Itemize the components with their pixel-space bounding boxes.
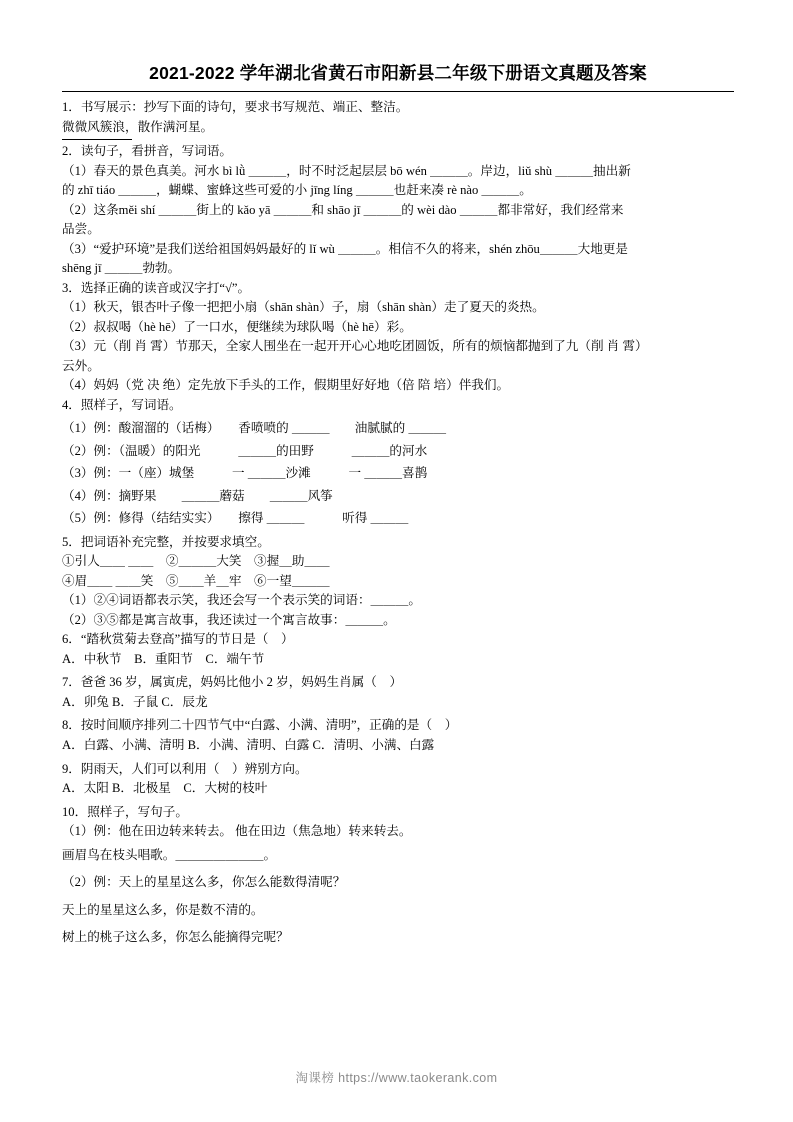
question-3-item-1: （1）秋天，银杏叶子像一把把小扇（shān shàn）子，扇（shān shàn）走了夏天的炎热。 [62,300,545,315]
question-7-options: A．卯兔 B．子鼠 C．辰龙 [62,694,208,709]
question-3-heading: 3．选择正确的读音或汉字打“√”。 [62,280,251,295]
question-10-heading: 10．照样子，写句子。 [62,804,188,819]
page-title: 2021-2022 学年湖北省黄石市阳新县二年级下册语文真题及答案 [62,60,734,92]
question-2-item-3a: （3）“爱护环境”是我们送给祖国妈妈最好的 lǐ wù ＿＿＿。相信不久的将来，shén zhōu＿＿＿大地更是 [62,241,628,256]
question-2-item-1b: 的 zhī tiáo ＿＿＿，蝴蝶、蜜蜂这些可爱的小 jīng líng ＿＿＿也赶来凑 rè nào ＿＿＿。 [62,183,532,198]
question-9-options: A．太阳 B．北极星 C．大树的枝叶 [62,781,268,796]
document-body [62,98,734,948]
question-2-heading: 2．读句子，看拼音，写词语。 [62,144,233,159]
question-2-item-2b: 品尝。 [62,222,100,237]
question-4-item-4: （4）例：摘野果 ＿＿＿蘑菇 ＿＿＿风筝 [62,488,333,503]
question-6-options: A．中秋节 B．重阳节 C．端午节 [62,651,265,666]
question-5-idioms-row-1: ①引人＿＿ ＿＿ ②＿＿＿大笑 ③握＿助＿＿ [62,554,330,569]
question-6-heading: 6．“踏秋赏菊去登高”描写的节日是（ ） [62,632,294,647]
question-10-item-2-answer: 天上的星星这么多，你是数不清的。 [62,902,264,917]
question-8-heading: 8．按时间顺序排列二十四节气中“白露、小满、清明”，正确的是（ ） [62,718,458,733]
question-4-item-2: （2）例：（温暖）的阳光 ＿＿＿的田野 ＿＿＿的河水 [62,443,428,458]
document-content [62,60,734,948]
question-2-item-3b: shēng jī ＿＿＿勃勃。 [62,261,181,276]
question-5-idioms-row-2: ④眉＿＿ ＿＿笑 ⑤＿＿羊＿牢 ⑥一望＿＿＿ [62,573,330,588]
question-10-item-2-blank: 树上的桃子这么多，你怎么能摘得完呢？ [62,930,289,945]
question-3-item-3b: 云外。 [62,358,100,373]
question-2-item-1a: （1）春天的景色真美。河水 bì lǜ ＿＿＿，时不时泛起层层 bō wén ＿＿＿。岸边，liǔ shù ＿＿＿抽出新 [62,163,631,178]
question-3-item-2: （2）叔叔喝（hè hē）了一口水，便继续为球队喝（hè hē）彩。 [62,319,412,334]
question-10-item-1-blank: 画眉鸟在枝头唱歌。＿＿＿＿＿＿＿。 [62,847,277,862]
question-9-heading: 9．阴雨天，人们可以利用（ ）辨别方向。 [62,761,308,776]
answer-rule-line [62,139,132,140]
question-3-item-3a: （3）元（削 肖 霄）节那天，全家人围坐在一起开开心心地吃团圆饭，所有的烦恼都抛到了九（削 肖 霄） [62,339,648,354]
question-5-item-2: （2）③⑤都是寓言故事，我还读过一个寓言故事：＿＿＿。 [62,612,396,627]
question-4-heading: 4．照样子，写词语。 [62,397,182,412]
watermark-footer: 淘课榜 https://www.taokerank.com [295,1071,498,1085]
question-10-item-1-example: （1）例：他在田边转来转去。 他在田边（焦急地）转来转去。 [62,824,412,839]
question-2-item-2a: （2）这条měi shí ＿＿＿街上的 kǎo yā ＿＿＿和 shāo jī ＿＿＿的 wèi dào ＿＿＿都非常好，我们经常来 [62,202,624,217]
question-5-item-1: （1）②④词语都表示笑，我还会写一个表示笑的词语：＿＿＿。 [62,593,421,608]
question-4-item-1-text: （1）例：酸溜溜的（话梅） 香喷喷的 ＿＿＿ 油腻腻的 ＿＿＿ [62,421,447,436]
question-4-item-1 [62,419,734,439]
question-10-item-2-example: （2）例：天上的星星这么多，你怎么能数得清呢？ [62,875,346,890]
question-3-item-4: （4）妈妈（党 决 绝）定先放下手头的工作，假期里好好地（倍 陪 培）伴我们。 [62,378,510,393]
question-8-options: A．白露、小满、清明 B．小满、清明、白露 C．清明、小满、白露 [62,737,435,752]
question-1-poem: 微微风簇浪，散作满河星。 [62,119,214,134]
question-1-heading: 1．书写展示：抄写下面的诗句，要求书写规范、端正、整洁。 [62,100,409,114]
question-4-item-5: （5）例：修得（结结实实） 擦得 ＿＿＿ 听得 ＿＿＿ [62,511,409,526]
question-7-heading: 7．爸爸 36 岁，属寅虎，妈妈比他小 2 岁，妈妈生肖属（ ） [62,675,403,690]
question-5-heading: 5．把词语补充完整，并按要求填空。 [62,534,270,549]
question-4-item-3: （3）例：一（座）城堡 一 ＿＿＿沙滩 一 ＿＿＿喜鹊 [62,466,428,481]
